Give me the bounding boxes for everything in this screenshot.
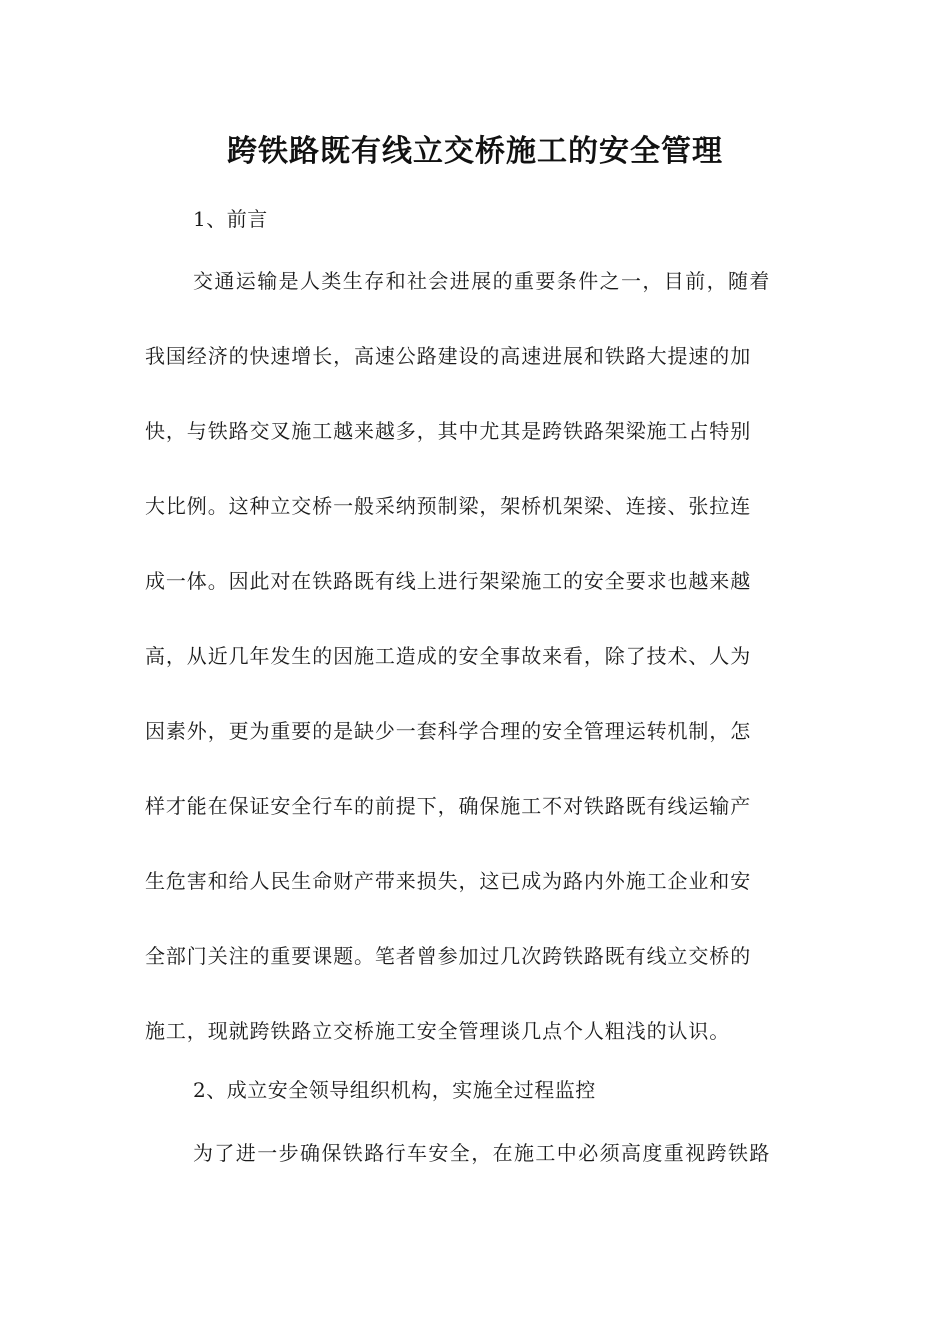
document-title: 跨铁路既有线立交桥施工的安全管理 [227,134,723,169]
paragraph-line: 快，与铁路交叉施工越来越多，其中尤其是跨铁路架梁施工占特别 [145,419,752,443]
paragraph-line: 施工，现就跨铁路立交桥施工安全管理谈几点个人粗浅的认识。 [145,1019,731,1043]
paragraph-line: 大比例。这种立交桥一般采纳预制梁，架桥机架梁、连接、张拉连 [145,494,752,518]
paragraph-line: 因素外，更为重要的是缺少一套科学合理的安全管理运转机制，怎 [145,719,752,743]
paragraph-line: 成一体。因此对在铁路既有线上进行架梁施工的安全要求也越来越 [145,569,752,593]
paragraph-line: 交通运输是人类生存和社会进展的重要条件之一，目前，随着 [193,269,771,293]
paragraph-line: 为了进一步确保铁路行车安全，在施工中必须高度重视跨铁路 [193,1141,771,1165]
paragraph-line: 生危害和给人民生命财产带来损失，这已成为路内外施工企业和安 [145,869,752,893]
section-heading-1: 1、前言 [193,207,268,231]
section-heading-2: 2、成立安全领导组织机构，实施全过程监控 [193,1078,596,1102]
paragraph-line: 我国经济的快速增长，高速公路建设的高速进展和铁路大提速的加 [145,344,752,368]
paragraph-line: 高，从近几年发生的因施工造成的安全事故来看，除了技术、人为 [145,644,752,668]
paragraph-line: 样才能在保证安全行车的前提下，确保施工不对铁路既有线运输产 [145,794,752,818]
paragraph-line: 全部门关注的重要课题。笔者曾参加过几次跨铁路既有线立交桥的 [145,944,752,968]
